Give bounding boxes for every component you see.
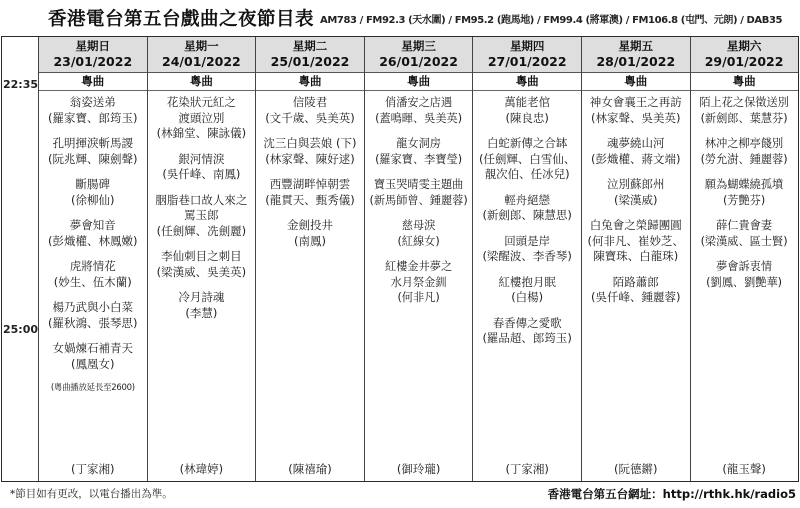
day-header xyxy=(691,37,798,73)
show-item xyxy=(365,95,473,126)
show-cast: (劉鳳、劉艷華) xyxy=(706,275,783,289)
day-date: 26/01/2022 xyxy=(379,54,458,69)
show-title: 願為蝴蝶繞孤墳 xyxy=(704,178,784,191)
show-title: 林冲之柳亭餞別 xyxy=(704,137,784,150)
show-item xyxy=(39,341,147,372)
time-label-start: 22:35 xyxy=(3,78,39,91)
day-header xyxy=(39,37,147,73)
show-item xyxy=(256,177,364,208)
time-label-end: 25:00 xyxy=(3,323,39,336)
host-name: (陳禧瑜) xyxy=(288,462,332,476)
show-list xyxy=(473,91,581,347)
frequency-list: AM783 / FM92.3 (天水圍) / FM95.2 (跑馬地) / FM99.4 (將軍澳) / FM106.8 (屯門、元朗) / DAB35 xyxy=(320,14,783,26)
show-item xyxy=(582,177,690,208)
show-item xyxy=(691,218,798,249)
show-title: 虎將情花 xyxy=(69,259,116,273)
show-cast: (林家聲、吳美英) xyxy=(591,110,681,125)
show-title: 陌上花之保徵送別 xyxy=(699,96,789,109)
show-cast: (李慧) xyxy=(185,305,218,320)
show-item xyxy=(39,218,147,249)
show-list xyxy=(148,91,256,321)
show-title: 夢會訴衷情 xyxy=(716,260,773,273)
website-link[interactable]: 香港電台第五台網址：http://rthk.hk/radio5 xyxy=(547,487,796,501)
show-item xyxy=(582,275,690,306)
day-date: 28/01/2022 xyxy=(596,54,676,69)
show-item xyxy=(473,275,581,306)
show-title: 回頭是岸 xyxy=(504,233,551,248)
show-cast: (南鳳) xyxy=(293,233,326,248)
show-cast: 靚次伯、任冰兒) xyxy=(484,167,570,181)
show-item xyxy=(365,259,473,306)
day-header xyxy=(256,37,364,73)
show-item xyxy=(365,136,473,167)
show-item xyxy=(582,95,690,126)
day-name: 星期六 xyxy=(726,39,762,53)
page-title: 香港電台第五台戲曲之夜節目表 xyxy=(48,9,315,30)
show-cast: (紅線女) xyxy=(397,234,440,248)
show-cast: (吳仟峰、鍾麗蓉) xyxy=(591,290,681,304)
show-cast: (羅家寶、郎筠玉) xyxy=(48,110,138,125)
show-title: 寶玉哭晴雯主題曲 xyxy=(373,178,464,191)
show-cast: (勞允澍、鍾麗蓉) xyxy=(700,152,788,166)
disclaimer: *節目如有更改，以電台播出為準。 xyxy=(10,488,173,500)
day-column xyxy=(148,37,257,481)
show-title: 龍女洞房 xyxy=(396,137,441,150)
show-title: 金劍投井 xyxy=(286,218,333,232)
show-item xyxy=(582,218,690,265)
show-item xyxy=(691,95,798,126)
show-item xyxy=(148,249,256,280)
day-header xyxy=(148,37,256,73)
day-name: 星期三 xyxy=(401,39,436,53)
show-item xyxy=(39,177,147,208)
host-name: (阮德鏘) xyxy=(614,462,658,476)
genre-label: 粵曲 xyxy=(148,73,256,91)
day-column xyxy=(691,37,798,481)
schedule-grid xyxy=(1,36,799,482)
show-cast: (羅秋鴻、張琴思) xyxy=(48,315,138,330)
show-item xyxy=(39,95,147,126)
day-name: 星期日 xyxy=(75,39,111,53)
show-title: 萬能老倌 xyxy=(504,95,551,109)
show-item xyxy=(473,95,581,126)
show-cast: (何非凡、崔妙芝、 xyxy=(587,233,685,248)
show-title: 銀河情淚 xyxy=(178,151,225,166)
show-title: 夢會知音 xyxy=(69,218,116,232)
show-title: 魂夢繞山河 xyxy=(607,136,665,150)
day-name: 星期四 xyxy=(509,39,545,53)
day-date: 29/01/2022 xyxy=(704,54,784,69)
host-name: (丁家湘) xyxy=(71,462,115,476)
show-title: 紅樓金井夢之 xyxy=(385,260,453,273)
show-title: 楊乃武與小白菜 xyxy=(52,300,134,314)
show-list xyxy=(691,91,798,290)
day-header xyxy=(582,37,690,73)
show-cast: (吳仟峰、南鳳) xyxy=(162,167,241,181)
show-cast: (新劍郎、陳慧思) xyxy=(482,208,572,222)
show-title: 陌路蕭郎 xyxy=(612,274,659,289)
show-item xyxy=(39,300,147,331)
show-item xyxy=(365,218,473,249)
show-cast: (梁漢威) xyxy=(614,192,658,207)
host-name: (龍玉聲) xyxy=(722,462,766,476)
show-title: 罵玉郎 xyxy=(184,208,219,222)
show-cast: (芳艷芬) xyxy=(722,193,766,207)
show-cast: (羅家寶、李寶瑩) xyxy=(375,152,463,166)
show-cast: (妙生、伍木蘭) xyxy=(53,274,132,289)
show-item xyxy=(39,136,147,167)
show-title: 慈母淚 xyxy=(401,219,436,232)
show-title: 輕舟絕戀 xyxy=(504,192,551,207)
show-cast: (鳳凰女) xyxy=(71,356,115,371)
show-item xyxy=(148,95,256,142)
show-item xyxy=(473,316,581,347)
show-item xyxy=(691,259,798,290)
show-item xyxy=(39,259,147,290)
show-title: 花染狀元紅之 xyxy=(166,95,236,109)
genre-label: 粵曲 xyxy=(582,73,690,91)
genre-label: 粵曲 xyxy=(256,73,364,91)
day-column xyxy=(365,37,474,481)
show-cast: (彭熾權、林鳳嫩) xyxy=(48,233,138,248)
show-cast: (羅品超、郎筠玉) xyxy=(482,331,572,345)
show-item xyxy=(256,136,364,167)
show-cast: (梁漢威、區士賢) xyxy=(700,234,788,248)
show-cast: (新馬師曾、鍾麗蓉) xyxy=(369,193,468,207)
show-title: 斷腸碑 xyxy=(75,177,111,191)
day-column xyxy=(582,37,691,481)
header xyxy=(0,0,800,36)
show-cast: (阮兆輝、陳劍聲) xyxy=(48,151,138,166)
day-date: 27/01/2022 xyxy=(487,54,567,69)
show-title: 孔明揮淚斬馬謖 xyxy=(52,136,134,150)
show-item xyxy=(473,193,581,224)
show-title: 春香傳之愛歌 xyxy=(492,315,562,330)
genre-label: 粵曲 xyxy=(365,73,473,91)
show-item xyxy=(256,218,364,249)
day-column xyxy=(473,37,582,481)
day-column xyxy=(256,37,365,481)
show-title: 紅樓抱月眠 xyxy=(498,274,556,289)
show-cast: (蓋鳴暉、吳美英) xyxy=(375,111,463,125)
show-title: 神女會襄王之再訪 xyxy=(589,95,682,109)
show-item xyxy=(691,136,798,167)
show-cast: (新劍郎、葉慧芬) xyxy=(700,111,788,125)
host-name: (御玲瓏) xyxy=(396,462,441,476)
show-title: 泣別蘇郎州 xyxy=(607,177,665,191)
show-cast: 陳寶珠、白龍珠) xyxy=(593,249,679,263)
show-title: 俏潘安之店遇 xyxy=(385,96,453,109)
show-cast: (白楊) xyxy=(511,290,544,304)
show-cast: (彭熾權、蔣文端) xyxy=(591,151,681,166)
show-cast: (文千歲、吳美英) xyxy=(265,110,355,125)
show-cast: (龍貫天、甄秀儀) xyxy=(265,192,355,207)
show-cast: (陳良忠) xyxy=(505,110,549,125)
day-date: 24/01/2022 xyxy=(162,54,241,69)
show-title: 西豐湖畔悼朝雲 xyxy=(269,177,351,191)
show-item xyxy=(473,136,581,183)
show-title: 水月祭金釧 xyxy=(390,275,447,289)
show-cast: (梁醒波、李香琴) xyxy=(482,249,572,263)
show-item xyxy=(473,234,581,265)
show-item xyxy=(691,177,798,208)
day-name: 星期一 xyxy=(184,39,219,53)
show-item xyxy=(582,136,690,167)
show-title: 沈三白與芸娘 (下) xyxy=(263,136,357,150)
show-item xyxy=(148,290,256,321)
show-title: 信陵君 xyxy=(292,95,328,109)
show-item xyxy=(148,152,256,183)
show-item xyxy=(148,193,256,240)
show-title: 白兔會之榮歸團圓 xyxy=(589,218,682,232)
genre-label: 粵曲 xyxy=(691,73,798,91)
show-title: 李仙刺目之刺目 xyxy=(161,249,242,263)
show-title: 薛仁貴會妻 xyxy=(716,219,773,232)
day-date: 25/01/2022 xyxy=(270,54,350,69)
schedule-note: (粵曲播放延長至2600) xyxy=(50,383,135,393)
host-name: (丁家湘) xyxy=(505,462,549,476)
show-cast: (何非凡) xyxy=(397,291,440,304)
genre-label: 粵曲 xyxy=(39,73,147,91)
host-name: (林瑋婷) xyxy=(179,462,224,476)
show-list xyxy=(365,91,473,306)
day-name: 星期二 xyxy=(292,39,328,53)
show-item xyxy=(256,95,364,126)
day-header xyxy=(365,37,473,73)
show-list xyxy=(582,91,690,306)
show-cast: (任劍輝、白雪仙、 xyxy=(478,151,576,166)
show-cast: (梁漢威、吳美英) xyxy=(156,264,247,279)
time-column xyxy=(2,37,39,481)
day-date: 23/01/2022 xyxy=(53,54,133,69)
show-cast: (任劍輝、冼劍麗) xyxy=(156,223,247,238)
show-title: 女媧煉石補青天 xyxy=(52,341,134,355)
show-list xyxy=(39,91,147,394)
show-cast: (林錦堂、陳詠儀) xyxy=(156,126,247,140)
day-header xyxy=(473,37,581,73)
show-title: 冷月詩魂 xyxy=(178,290,225,304)
show-list xyxy=(256,91,364,249)
show-cast: (林家聲、陳好逑) xyxy=(265,151,355,166)
show-cast: (徐柳仙) xyxy=(71,192,115,207)
day-column xyxy=(39,37,148,481)
day-name: 星期五 xyxy=(618,39,654,53)
show-item xyxy=(365,177,473,208)
show-title: 渡頭泣別 xyxy=(178,110,225,125)
show-title: 白蛇新傳之合缽 xyxy=(486,136,568,150)
genre-label: 粵曲 xyxy=(473,73,581,91)
show-title: 胭脂巷口故人來之 xyxy=(155,192,248,207)
show-title: 翁姿送弟 xyxy=(69,95,116,109)
